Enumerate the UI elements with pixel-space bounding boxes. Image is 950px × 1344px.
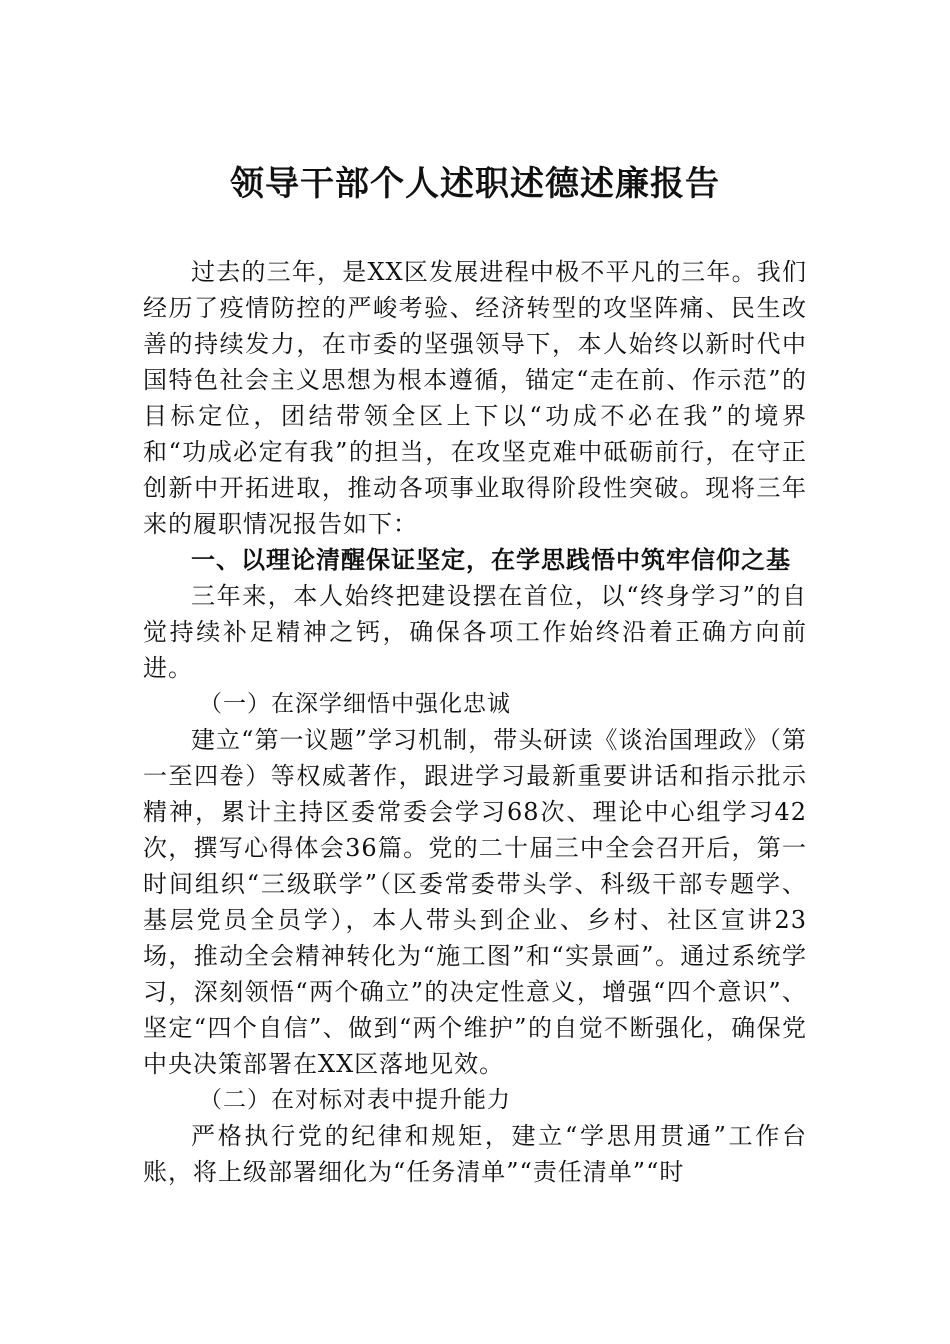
document-title: 领导干部个人述职述德述廉报告 — [230, 164, 720, 204]
subsection-2-paragraph: 严格执行党的纪律和规矩，建立“学思用贯通”工作台账，将上级部署细化为“任务清单”“责任清单”“时 — [143, 1122, 807, 1186]
subsection-1-paragraph: 建立“第一议题”学习机制，带头研读《谈治国理政》（第一至四卷）等权威著作，跟进学习最新重要讲话和指示批示精神，累计主持区委常委会学习68次、理论中心组学习42次，撰写心得体会36篇。党的二十届三中全会召开后，第一时间组织“三级联学”（区委常委带头学、科级干部专题学、基层党员全员学），本人带头到企业、乡村、社区宣讲23场，推动全会精神转化为“施工图”和“实景画”。通过系统学习，深刻领悟“两个确立”的决定性意义，增强“四个意识”、坚定“四个自信”、做到“两个维护”的自觉不断强化，确保党中央决策部署在XX区落地见效。 — [143, 726, 807, 1078]
subsection-heading-1: （一）在深学细悟中强化忠诚 — [199, 691, 511, 717]
section-1-paragraph: 三年来，本人始终把建设摆在首位，以“终身学习”的自觉持续补足精神之钙，确保各项工作始终沿着正确方向前进。 — [143, 582, 807, 682]
subsection-heading-2: （二）在对标对表中提升能力 — [199, 1087, 511, 1113]
intro-paragraph: 过去的三年，是XX区发展进程中极不平凡的三年。我们经历了疫情防控的严峻考验、经济转型的攻坚阵痛、民生改善的持续发力，在市委的坚强领导下，本人始终以新时代中国特色社会主义思想为根本遵循，锚定“走在前、作示范”的目标定位，团结带领全区上下以“功成不必在我”的境界和“功成必定有我”的担当，在攻坚克难中砥砺前行，在守正创新中开拓进取，推动各项事业取得阶段性突破。现将三年来的履职情况报告如下： — [143, 258, 807, 538]
section-heading-1: 一、以理论清醒保证坚定，在学思践悟中筑牢信仰之基 — [191, 546, 791, 574]
document-body — [143, 254, 807, 1190]
